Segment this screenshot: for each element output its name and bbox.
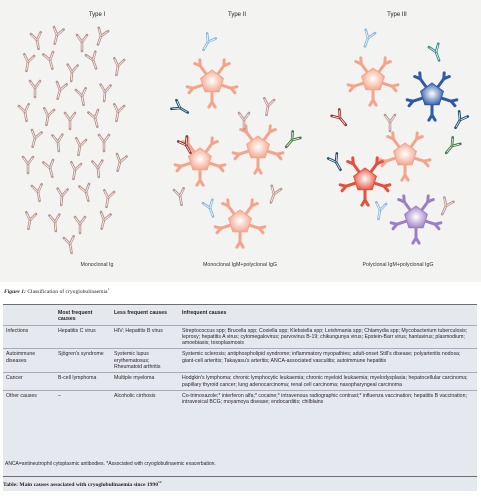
cell-category: Infections	[6, 327, 29, 334]
igm-pentamer-icon	[175, 138, 225, 185]
igm-pentamer-icon	[187, 60, 237, 107]
igg-antibody-icon	[262, 98, 275, 115]
igg-antibody-icon	[43, 160, 57, 178]
cell-category: Cancer	[6, 375, 23, 382]
igg-antibody-icon	[113, 154, 127, 172]
igm-pentamer-icon	[233, 126, 283, 173]
igg-antibody-icon	[451, 111, 468, 130]
figure-caption-ref: 1	[107, 287, 110, 291]
panel-title-type-3: Type III	[387, 12, 407, 18]
igg-antibody-icon	[112, 104, 125, 121]
igg-antibody-icon	[374, 202, 387, 219]
igg-antibody-icon	[64, 236, 77, 253]
igg-antibody-icon	[171, 100, 190, 117]
table-row	[3, 373, 477, 391]
igg-antibody-icon	[50, 27, 64, 45]
igg-antibody-icon	[88, 110, 102, 128]
table-title	[3, 476, 477, 488]
igg-antibody-icon	[65, 113, 75, 129]
igm-pentamer-icon	[380, 133, 430, 180]
igg-antibody-icon	[69, 162, 82, 179]
cell-most: Hepatitis C virus	[58, 327, 96, 334]
igg-antibody-icon	[93, 28, 108, 46]
igg-antibody-icon	[76, 88, 89, 105]
cell-infrequent: Co-trimoxazole;* interferon alfa;* cocaine;* intravenous radiographic contrast;* influenza vaccination; hepatitis B vaccination; intravesical BCG; moyamoya disease; endocarditis; chilblains	[182, 392, 467, 406]
igg-antibody-icon	[53, 82, 67, 100]
igg-antibody-icon	[30, 81, 40, 97]
igg-antibody-icon	[19, 104, 32, 121]
igg-antibody-icon	[97, 212, 111, 230]
igg-antibody-icon	[438, 198, 454, 217]
panel-caption-type-3: Polyclonal IgM+polyclonal IgG	[362, 262, 434, 268]
table-header-most: Most frequent causes	[58, 310, 93, 323]
igg-antibody-icon	[92, 161, 103, 178]
igg-antibody-icon	[112, 58, 125, 75]
igg-antibody-icon	[77, 35, 87, 51]
figure-caption	[4, 287, 109, 295]
cell-infrequent: Streptococcus spp; Brucella spp; Coxiella spp; Klebsiella spp; Leishmania spp; Chlamydia spp; Mycobacterium tuberculosis; leprosy; hepatitis A virus; cytomegalovirus; parvovirus B-19; chikungunya virus; Epstein-Barr virus; hantavirus; plasmodium; amoebiasis; toxoplasmosis	[182, 327, 468, 347]
panel-title-type-2: Type II	[227, 12, 246, 18]
panel-caption-type-2: Monoclonal IgM+polyclonal IgG	[202, 262, 278, 268]
igg-antibody-icon	[239, 113, 249, 129]
cell-most: –	[58, 392, 61, 399]
cell-infrequent: Hodgkin's lymphoma; chronic lymphocytic leukaemia; chronic myeloid leukaemia; myelodysplasia; hepatocellular carcinoma; papillary thyroid cancer; lung adenocarcinoma; renal cell carcinoma; nasopharyngeal carcinoma	[182, 375, 468, 388]
igm-pentamer-icon	[348, 58, 398, 105]
igg-antibody-icon	[43, 52, 57, 70]
igg-antibody-icon	[22, 54, 35, 71]
figure-caption-label: Figure 1:	[4, 288, 26, 295]
cell-infrequent: Systemic sclerosis; antiphospholipid syndrome; inflammatory myopathies; adult-onset Still's disease; polyarteritis nodosa; giant-cell arteritis; Takayasu's arteritis; ANCA-associated vasculitis; autoimmune hepatitis	[182, 351, 461, 364]
table-header-row	[3, 308, 477, 325]
table-footnote: ANCA=antineutrophil cytoplasmic antibodies. *Associated with cryoglobulinaemic exacerbation.	[5, 461, 216, 467]
igg-antibody-icon	[49, 215, 60, 232]
figure-caption-text: Classification of cryoglobulinaemia	[27, 288, 108, 295]
cell-most: B-cell lymphoma	[58, 375, 97, 382]
igm-pentamer-icon	[391, 196, 441, 243]
igg-antibody-icon	[86, 52, 101, 70]
cell-less: HIV; Hepatitis B virus	[114, 327, 163, 334]
table-row	[3, 325, 477, 349]
cell-category: Autoimmune diseases	[6, 351, 36, 364]
igg-antibody-icon	[99, 85, 110, 102]
igg-antibody-icon	[42, 108, 55, 125]
igg-antibody-icon	[429, 44, 444, 62]
igg-antibody-icon	[174, 188, 187, 205]
igm-pentamer-icon	[407, 73, 457, 120]
igg-antibody-icon	[266, 186, 281, 204]
igg-antibody-icon	[385, 115, 395, 131]
table-row	[3, 349, 477, 373]
causes-table	[3, 308, 477, 408]
igg-antibody-icon	[79, 184, 93, 202]
cell-category: Other causes	[6, 392, 37, 399]
igg-antibody-icon	[56, 189, 67, 206]
igg-antibody-icon	[28, 130, 42, 148]
igg-antibody-icon	[99, 135, 109, 151]
igg-antibody-icon	[178, 136, 195, 155]
cell-most: Sjögren's syndrome	[58, 351, 104, 358]
igg-antibody-icon	[282, 131, 300, 150]
igg-antibody-icon	[442, 137, 460, 156]
igg-antibody-icon	[199, 33, 216, 52]
igg-antibody-icon	[332, 109, 350, 128]
table-row	[3, 390, 477, 407]
igg-antibody-icon	[74, 138, 87, 155]
igg-antibody-icon	[52, 135, 63, 152]
igg-antibody-icon	[66, 65, 77, 82]
table-header-category	[3, 308, 55, 325]
igg-antibody-icon	[23, 157, 33, 173]
igg-antibody-icon	[328, 153, 345, 172]
panel-title-type-1: Type I	[88, 12, 106, 18]
igg-antibody-icon	[203, 200, 218, 218]
table-header-infrequent: Infrequent causes	[182, 310, 227, 316]
igg-antibody-icon	[75, 217, 85, 233]
igg-antibody-icon	[360, 30, 375, 48]
panel-caption-type-1: Monoclonal Ig	[80, 262, 114, 268]
igg-antibody-icon	[102, 190, 115, 207]
igm-pentamer-icon	[215, 200, 265, 247]
cell-less: Multiple myeloma	[114, 375, 155, 382]
table-title-ref: 12	[158, 480, 162, 484]
igg-antibody-icon	[24, 212, 37, 229]
igg-antibody-icon	[31, 32, 44, 49]
table-title-text: Table: Main causes associated with cryoglobulinaemia since 1990	[3, 481, 159, 488]
table-header-less: Less frequent causes	[114, 310, 168, 316]
cell-less: Alcoholic cirrhosis	[114, 392, 156, 399]
cell-less: Systemic lupus erythematosus; Rheumatoid arthritis	[114, 351, 161, 371]
igg-antibody-icon	[32, 184, 45, 201]
